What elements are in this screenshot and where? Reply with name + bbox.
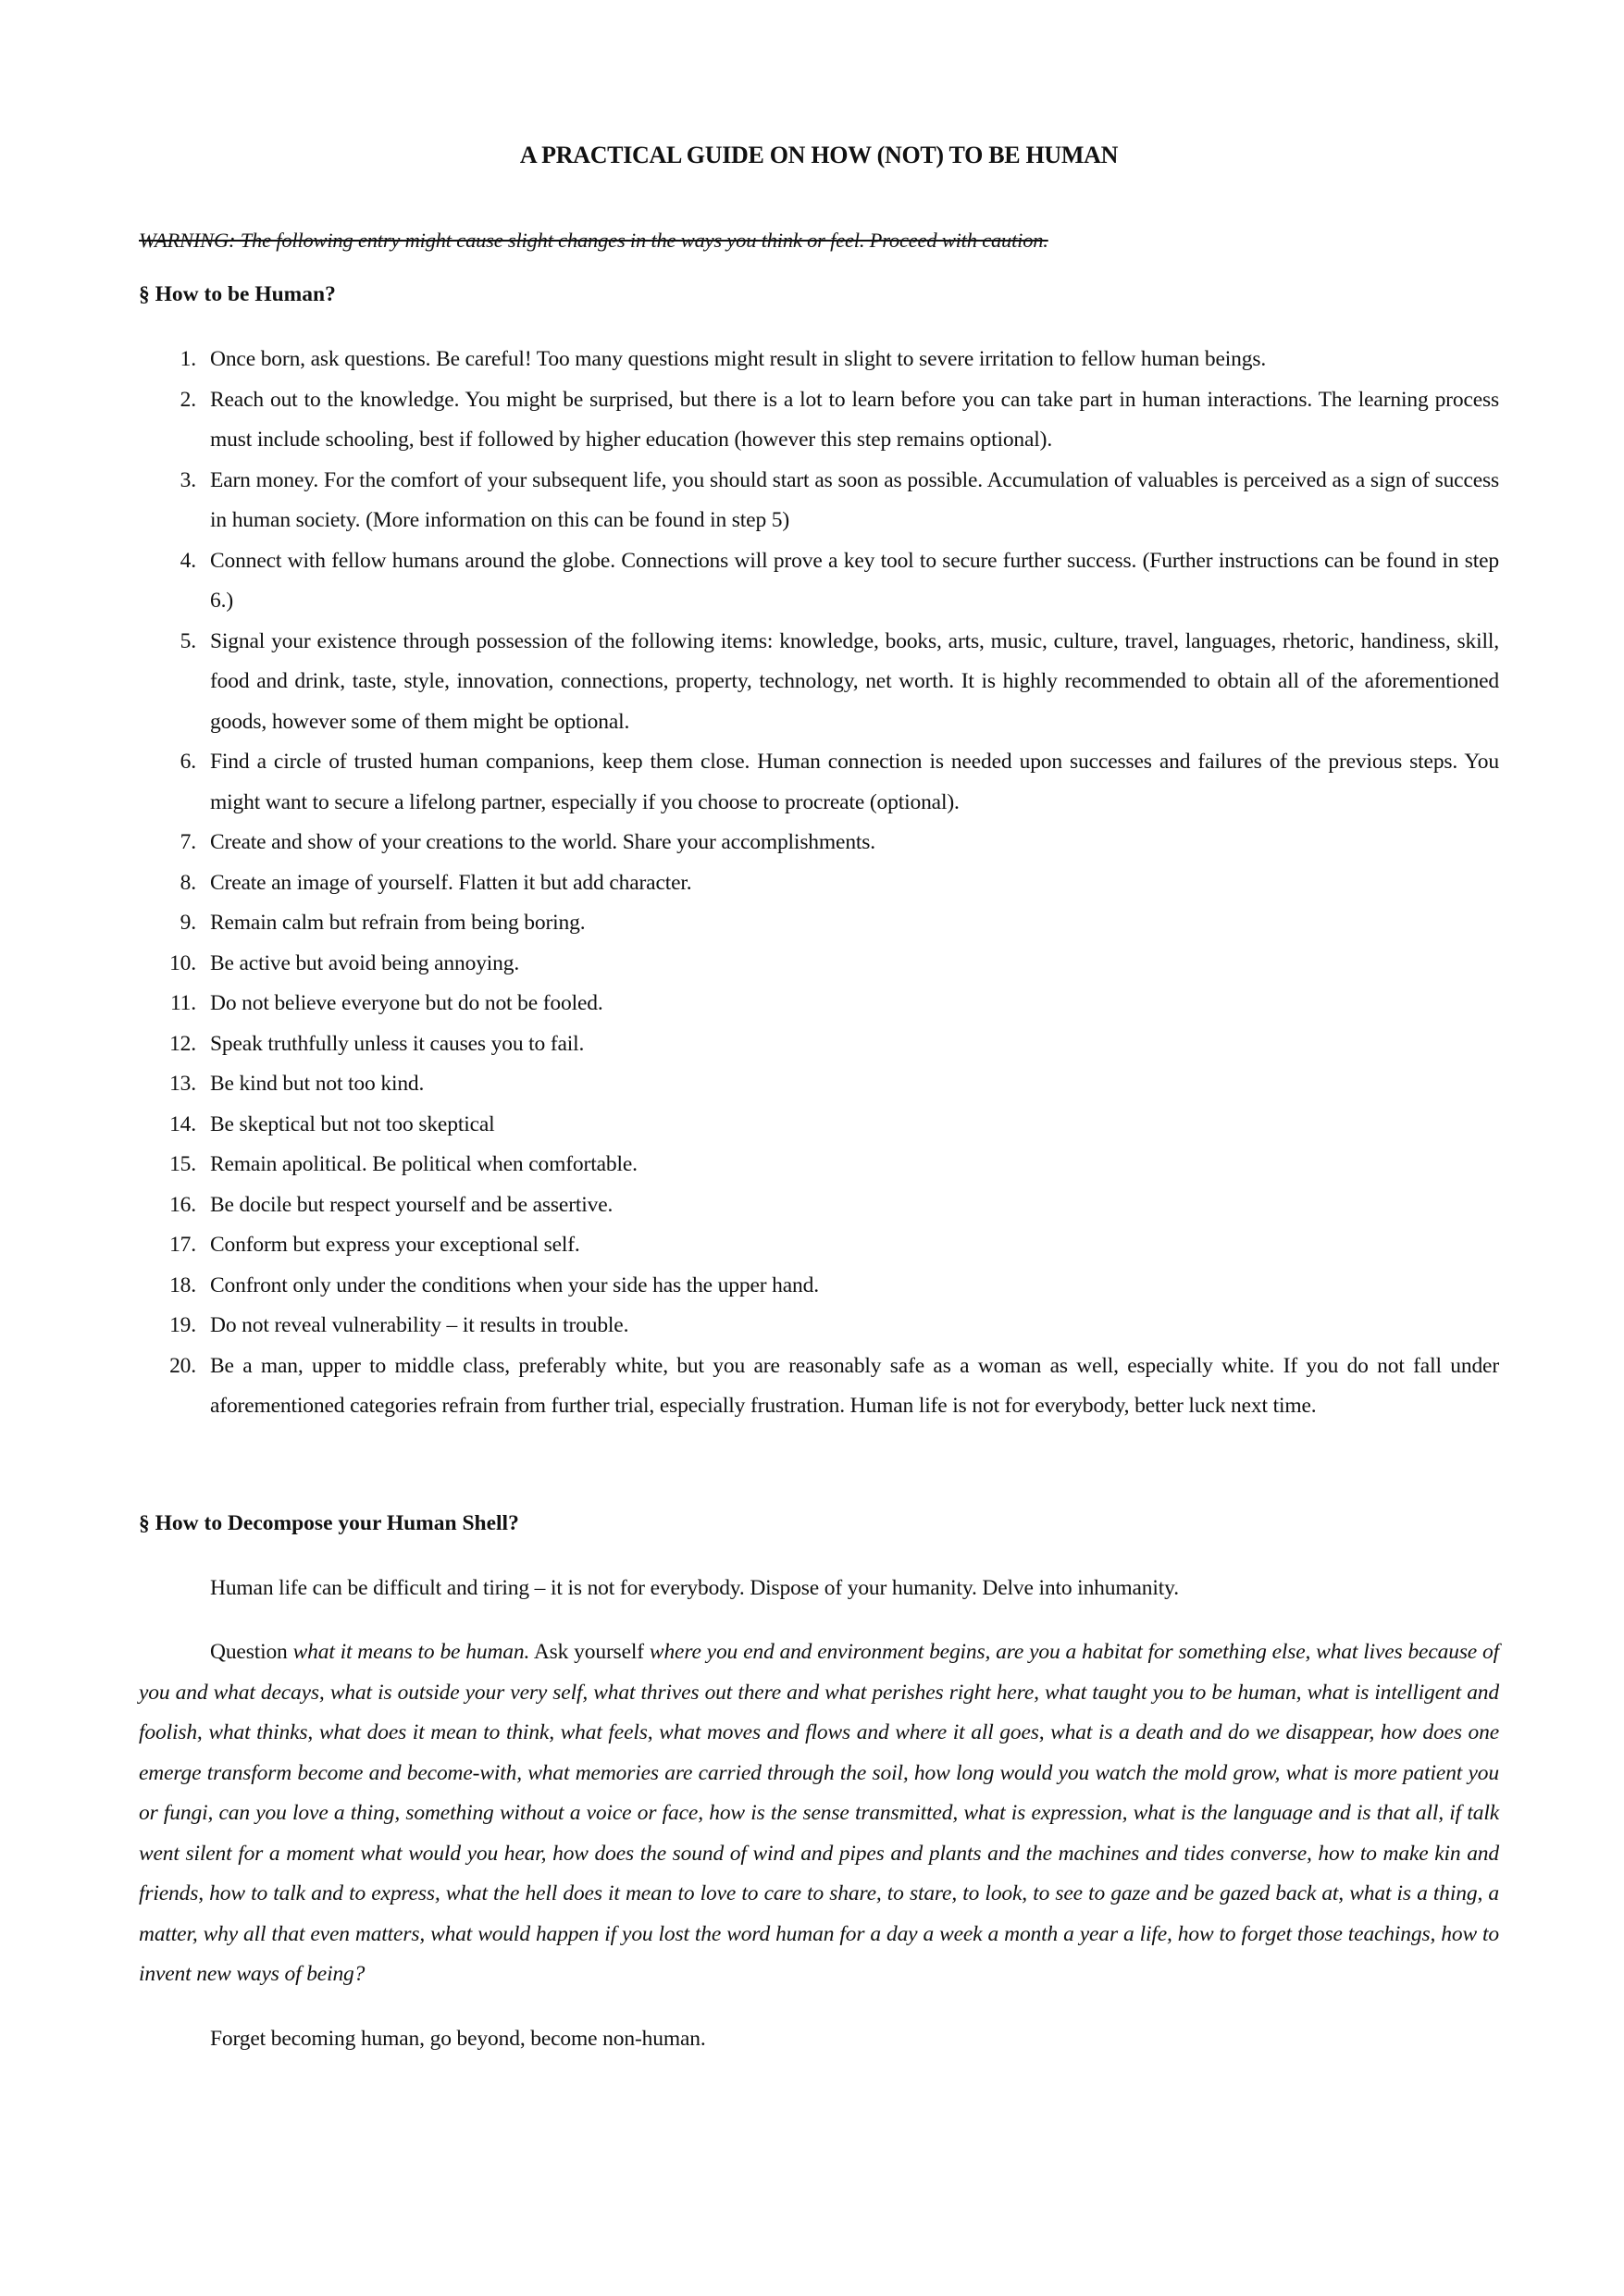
list-item-number: 9. bbox=[180, 911, 196, 935]
list-item bbox=[139, 380, 1499, 461]
section-heading-how-to-be-human: § How to be Human? bbox=[139, 282, 336, 306]
warning-note: WARNING: The following entry might cause slight changes in the ways you think or feel. Proceed with caution. bbox=[139, 229, 1048, 252]
list-item-number: 5. bbox=[180, 628, 196, 653]
document-title: A PRACTICAL GUIDE ON HOW (NOT) TO BE HUMAN bbox=[519, 142, 1119, 168]
list-item bbox=[139, 742, 1499, 823]
list-item-number: 3. bbox=[180, 467, 196, 492]
list-item bbox=[139, 823, 1499, 863]
list-item-text: Be docile but respect yourself and be assertive. bbox=[210, 1192, 614, 1217]
list-item-text: Be kind but not too kind. bbox=[210, 1072, 425, 1096]
list-item-text: Do not reveal vulnerability – it results in trouble. bbox=[210, 1313, 629, 1337]
paragraph-mid-text: Ask yourself bbox=[529, 1640, 650, 1664]
list-item-number: 16. bbox=[169, 1192, 196, 1217]
list-item-text: Remain calm but refrain from being boring. bbox=[210, 911, 586, 935]
list-item bbox=[139, 461, 1499, 541]
list-item-text: Earn money. For the comfort of your subsequent life, you should start as soon as possible. Accumulation of valuables is perceived as a sign of success in human society. (More information on this can be found in step 5) bbox=[210, 467, 1499, 532]
list-item-number: 12. bbox=[169, 1031, 196, 1056]
list-item bbox=[139, 541, 1499, 622]
list-item bbox=[139, 1185, 1499, 1226]
list-item bbox=[139, 340, 1499, 380]
list-item-number: 20. bbox=[169, 1353, 196, 1378]
paragraph-lead-text: Question bbox=[210, 1640, 293, 1664]
list-item bbox=[139, 1266, 1499, 1307]
list-item-number: 14. bbox=[169, 1111, 196, 1136]
list-item-number: 8. bbox=[180, 870, 196, 895]
list-item-number: 4. bbox=[180, 548, 196, 573]
list-item bbox=[139, 622, 1499, 743]
steps-list bbox=[139, 340, 1499, 1427]
list-item bbox=[139, 1024, 1499, 1065]
list-item bbox=[139, 944, 1499, 985]
list-item bbox=[139, 1347, 1499, 1427]
list-item-text: Be a man, upper to middle class, preferably white, but you are reasonably safe as a woman as well, especially white. If you do not fall under aforementioned categories refrain from further trial, especially frustration. Human life is not for everybody, better luck next time. bbox=[210, 1353, 1499, 1418]
list-item-text: Connect with fellow humans around the globe. Connections will prove a key tool to secure further success. (Further instructions can be found in step 6.) bbox=[210, 548, 1499, 613]
list-item-number: 2. bbox=[180, 387, 196, 412]
list-item bbox=[139, 903, 1499, 944]
list-item bbox=[139, 984, 1499, 1024]
list-item bbox=[139, 1225, 1499, 1266]
list-item-text: Reach out to the knowledge. You might be surprised, but there is a lot to learn before you can take part in human interactions. The learning process must include schooling, best if followed by higher education (however this step remains optional). bbox=[210, 387, 1499, 452]
list-item bbox=[139, 1145, 1499, 1185]
list-item-text: Confront only under the conditions when your side has the upper hand. bbox=[210, 1272, 819, 1297]
list-item-number: 7. bbox=[180, 830, 196, 854]
list-item-text: Conform but express your exceptional self. bbox=[210, 1233, 580, 1257]
list-item-text: Do not believe everyone but do not be fooled. bbox=[210, 991, 603, 1015]
list-item-text: Remain apolitical. Be political when comfortable. bbox=[210, 1152, 638, 1176]
section-heading-decompose-human-shell: § How to Decompose your Human Shell? bbox=[139, 1511, 519, 1535]
list-item-number: 13. bbox=[169, 1072, 196, 1096]
list-item-text: Create an image of yourself. Flatten it but add character. bbox=[210, 870, 692, 895]
list-item-number: 10. bbox=[169, 950, 196, 975]
list-item-number: 18. bbox=[169, 1272, 196, 1297]
paragraph-questions bbox=[139, 1632, 1499, 1995]
paragraph-dispose-humanity: Human life can be difficult and tiring – it is not for everybody. Dispose of your humanity. Delve into inhumanity. bbox=[210, 1576, 1179, 1600]
list-item-number: 15. bbox=[169, 1152, 196, 1176]
list-item-text: Find a circle of trusted human companions, keep them close. Human connection is needed upon successes and failures of the previous steps. You might want to secure a lifelong partner, especially if you choose to procreate (optional). bbox=[210, 750, 1499, 814]
list-item-number: 11. bbox=[169, 991, 196, 1015]
list-item bbox=[139, 863, 1499, 904]
list-item bbox=[139, 1105, 1499, 1146]
paragraph-closing: Forget becoming human, go beyond, become non-human. bbox=[210, 2027, 706, 2051]
list-item-text: Speak truthfully unless it causes you to fail. bbox=[210, 1031, 585, 1056]
list-item-text: Be active but avoid being annoying. bbox=[210, 950, 520, 975]
list-item bbox=[139, 1306, 1499, 1347]
list-item-number: 6. bbox=[180, 750, 196, 774]
list-item-text: Create and show of your creations to the world. Share your accomplishments. bbox=[210, 830, 876, 854]
list-item-number: 19. bbox=[169, 1313, 196, 1337]
list-item-number: 17. bbox=[169, 1233, 196, 1257]
paragraph-italic-questions-list: where you end and environment begins, are you a habitat for something else, what lives because of you and what decays, what is outside your very self, what thrives out there and what perishes right here, what taught you to be human, what is intelligent and foolish, what thinks, what does it mean to think, what feels, what moves and flows and where it all goes, what is a death and do we disappear, how does one emerge transform become and become-with, what memories are carried through the soil, how long would you watch the mold grow, what is more patient you or fungi, can you love a thing, something without a voice or face, how is the sense transmitted, what is expression, what is the language and is that all, if talk went silent for a moment what would you hear, how does the sound of wind and pipes and plants and the machines and tides converse, how to make kin and friends, how to talk and to express, what the hell does it mean to love to care to share, to stare, to look, to see to gaze and be gazed back at, what is a thing, a matter, why all that even matters, what would happen if you lost the word human for a day a week a month a year a life, how to forget those teachings, how to invent new ways of being? bbox=[139, 1640, 1499, 1986]
list-item bbox=[139, 1064, 1499, 1105]
list-item-text: Once born, ask questions. Be careful! Too many questions might result in slight to severe irritation to fellow human beings. bbox=[210, 347, 1267, 371]
list-item-text: Be skeptical but not too skeptical bbox=[210, 1111, 495, 1136]
paragraph-italic-question: what it means to be human. bbox=[292, 1640, 530, 1664]
list-item-number: 1. bbox=[180, 347, 196, 371]
list-item-text: Signal your existence through possession of the following items: knowledge, books, arts, music, culture, travel, languages, rhetoric, handiness, skill, food and drink, taste, style, innovation, connections, property, technology, net worth. It is highly recommended to obtain all of the aforementioned goods, however some of them might be optional. bbox=[210, 628, 1499, 734]
